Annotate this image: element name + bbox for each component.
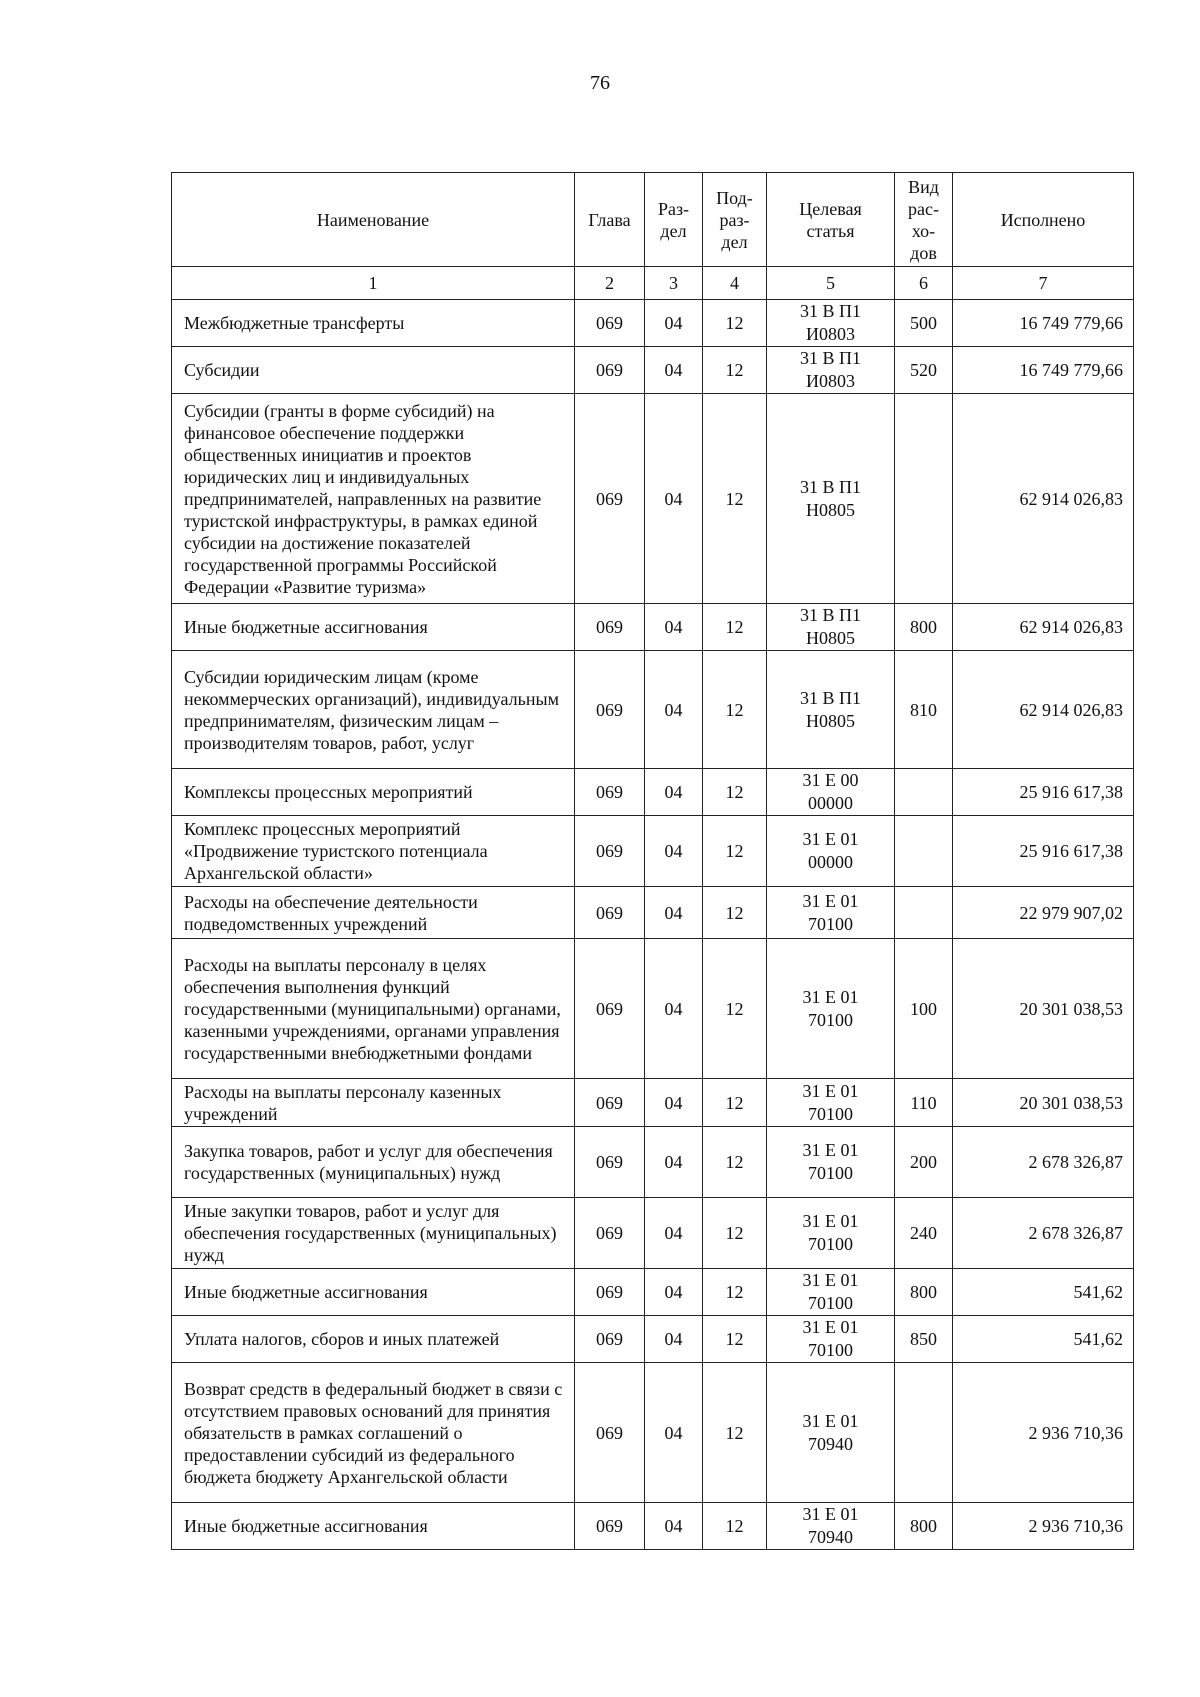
- row-chapter: 069: [575, 1269, 645, 1316]
- row-target: 31 Е 01 70100: [767, 1198, 895, 1269]
- row-target: 31 В П1 И0803: [767, 300, 895, 347]
- row-target: 31 Е 01 70100: [767, 1079, 895, 1127]
- row-type: 800: [895, 1269, 953, 1316]
- row-amount: 2 936 710,36: [953, 1503, 1134, 1550]
- row-amount: 2 678 326,87: [953, 1198, 1134, 1269]
- row-section: 04: [645, 1316, 703, 1363]
- header-chapter: Глава: [575, 173, 645, 267]
- row-type: 500: [895, 300, 953, 347]
- row-chapter: 069: [575, 347, 645, 394]
- row-amount: 62 914 026,83: [953, 604, 1134, 651]
- row-chapter: 069: [575, 300, 645, 347]
- column-number: 4: [703, 267, 767, 300]
- table-row: [172, 1316, 1134, 1363]
- row-type: [895, 769, 953, 816]
- row-chapter: 069: [575, 1503, 645, 1550]
- row-subsection: 12: [703, 300, 767, 347]
- page-number: 76: [590, 72, 610, 94]
- row-subsection: 12: [703, 1363, 767, 1503]
- row-type: 200: [895, 1127, 953, 1198]
- row-type: [895, 1363, 953, 1503]
- row-section: 04: [645, 394, 703, 604]
- table-row: [172, 1198, 1134, 1269]
- row-section: 04: [645, 1269, 703, 1316]
- row-chapter: 069: [575, 1363, 645, 1503]
- column-number-row: [172, 267, 1134, 300]
- row-subsection: 12: [703, 1503, 767, 1550]
- row-amount: 16 749 779,66: [953, 347, 1134, 394]
- row-chapter: 069: [575, 1127, 645, 1198]
- table-row: [172, 604, 1134, 651]
- row-subsection: 12: [703, 939, 767, 1079]
- row-subsection: 12: [703, 347, 767, 394]
- header-expense-type: Вид рас- хо- дов: [895, 173, 953, 267]
- row-target: 31 В П1 Н0805: [767, 651, 895, 769]
- row-section: 04: [645, 887, 703, 939]
- row-section: 04: [645, 1363, 703, 1503]
- row-name: Закупка товаров, работ и услуг для обеспечения государственных (муниципальных) нужд: [172, 1127, 575, 1198]
- row-subsection: 12: [703, 394, 767, 604]
- table-row: [172, 769, 1134, 816]
- row-amount: 16 749 779,66: [953, 300, 1134, 347]
- row-type: 100: [895, 939, 953, 1079]
- row-type: 800: [895, 604, 953, 651]
- row-section: 04: [645, 939, 703, 1079]
- row-subsection: 12: [703, 1079, 767, 1127]
- row-amount: 62 914 026,83: [953, 394, 1134, 604]
- row-type: [895, 887, 953, 939]
- row-section: 04: [645, 1079, 703, 1127]
- row-chapter: 069: [575, 887, 645, 939]
- row-subsection: 12: [703, 887, 767, 939]
- row-type: 800: [895, 1503, 953, 1550]
- row-name: Комплекс процессных мероприятий «Продвижение туристского потенциала Архангельской области»: [172, 816, 575, 887]
- column-number: 3: [645, 267, 703, 300]
- row-amount: 25 916 617,38: [953, 816, 1134, 887]
- row-section: 04: [645, 651, 703, 769]
- row-section: 04: [645, 1503, 703, 1550]
- row-target: 31 Е 01 70100: [767, 1269, 895, 1316]
- column-number: 7: [953, 267, 1134, 300]
- row-subsection: 12: [703, 604, 767, 651]
- row-chapter: 069: [575, 939, 645, 1079]
- row-subsection: 12: [703, 1316, 767, 1363]
- header-subsection: Под- раз- дел: [703, 173, 767, 267]
- row-section: 04: [645, 300, 703, 347]
- row-amount: 62 914 026,83: [953, 651, 1134, 769]
- column-number: 1: [172, 267, 575, 300]
- row-type: [895, 394, 953, 604]
- header-name: Наименование: [172, 173, 575, 267]
- row-target: 31 Е 01 70100: [767, 1316, 895, 1363]
- table-row: [172, 1503, 1134, 1550]
- row-name: Расходы на выплаты персоналу казенных учреждений: [172, 1079, 575, 1127]
- row-section: 04: [645, 816, 703, 887]
- column-number: 2: [575, 267, 645, 300]
- row-target: 31 Е 01 70940: [767, 1363, 895, 1503]
- row-target: 31 В П1 И0803: [767, 347, 895, 394]
- row-name: Иные бюджетные ассигнования: [172, 604, 575, 651]
- row-amount: 25 916 617,38: [953, 769, 1134, 816]
- row-subsection: 12: [703, 816, 767, 887]
- row-subsection: 12: [703, 1269, 767, 1316]
- table-row: [172, 347, 1134, 394]
- row-type: [895, 816, 953, 887]
- row-target: 31 Е 01 70100: [767, 1127, 895, 1198]
- header-target: Целевая статья: [767, 173, 895, 267]
- row-section: 04: [645, 1198, 703, 1269]
- row-chapter: 069: [575, 1316, 645, 1363]
- table-row: [172, 1269, 1134, 1316]
- row-type: 810: [895, 651, 953, 769]
- row-chapter: 069: [575, 604, 645, 651]
- row-subsection: 12: [703, 1127, 767, 1198]
- row-amount: 20 301 038,53: [953, 1079, 1134, 1127]
- row-name: Уплата налогов, сборов и иных платежей: [172, 1316, 575, 1363]
- row-type: 520: [895, 347, 953, 394]
- table-body: [172, 300, 1134, 1550]
- column-number: 5: [767, 267, 895, 300]
- header-executed: Исполнено: [953, 173, 1134, 267]
- table-row: [172, 1127, 1134, 1198]
- table-row: [172, 1079, 1134, 1127]
- row-amount: 2 936 710,36: [953, 1363, 1134, 1503]
- row-chapter: 069: [575, 394, 645, 604]
- row-target: 31 В П1 Н0805: [767, 604, 895, 651]
- table-row: [172, 1363, 1134, 1503]
- row-amount: 541,62: [953, 1316, 1134, 1363]
- row-section: 04: [645, 1127, 703, 1198]
- row-section: 04: [645, 347, 703, 394]
- row-chapter: 069: [575, 1198, 645, 1269]
- header-section: Раз- дел: [645, 173, 703, 267]
- table-row: [172, 394, 1134, 604]
- row-type: 110: [895, 1079, 953, 1127]
- column-number: 6: [895, 267, 953, 300]
- row-name: Субсидии: [172, 347, 575, 394]
- row-section: 04: [645, 769, 703, 816]
- row-target: 31 Е 01 70100: [767, 939, 895, 1079]
- row-amount: 22 979 907,02: [953, 887, 1134, 939]
- row-name: Иные бюджетные ассигнования: [172, 1503, 575, 1550]
- row-target: 31 Е 01 00000: [767, 816, 895, 887]
- table-row: [172, 887, 1134, 939]
- row-target: 31 Е 00 00000: [767, 769, 895, 816]
- row-name: Иные бюджетные ассигнования: [172, 1269, 575, 1316]
- row-chapter: 069: [575, 816, 645, 887]
- row-type: 850: [895, 1316, 953, 1363]
- row-target: 31 Е 01 70940: [767, 1503, 895, 1550]
- row-name: Комплексы процессных мероприятий: [172, 769, 575, 816]
- row-subsection: 12: [703, 769, 767, 816]
- table-row: [172, 939, 1134, 1079]
- row-subsection: 12: [703, 651, 767, 769]
- row-subsection: 12: [703, 1198, 767, 1269]
- row-target: 31 Е 01 70100: [767, 887, 895, 939]
- budget-table: [171, 172, 1134, 1550]
- row-name: Межбюджетные трансферты: [172, 300, 575, 347]
- row-chapter: 069: [575, 1079, 645, 1127]
- row-name: Субсидии юридическим лицам (кроме некоммерческих организаций), индивидуальным предпринимателям, физическим лицам – производителям товаров, работ, услуг: [172, 651, 575, 769]
- row-section: 04: [645, 604, 703, 651]
- table-header: [172, 173, 1134, 300]
- row-name: Возврат средств в федеральный бюджет в связи с отсутствием правовых оснований для принятия обязательств в рамках соглашений о предоставлении субсидий из федерального бюджета бюджету Архангельской области: [172, 1363, 575, 1503]
- row-amount: 541,62: [953, 1269, 1134, 1316]
- row-amount: 20 301 038,53: [953, 939, 1134, 1079]
- row-target: 31 В П1 Н0805: [767, 394, 895, 604]
- table-row: [172, 300, 1134, 347]
- row-name: Расходы на обеспечение деятельности подведомственных учреждений: [172, 887, 575, 939]
- row-chapter: 069: [575, 651, 645, 769]
- row-name: Субсидии (гранты в форме субсидий) на финансовое обеспечение поддержки общественных инициатив и проектов юридических лиц и индивидуальных предпринимателей, направленных на развитие туристской инфраструктуры, в рамках единой субсидии на достижение показателей государственной программы Российской Федерации «Развитие туризма»: [172, 394, 575, 604]
- row-name: Расходы на выплаты персоналу в целях обеспечения выполнения функций государственными (муниципальными) органами, казенными учреждениями, органами управления государственными внебюджетными фондами: [172, 939, 575, 1079]
- row-chapter: 069: [575, 769, 645, 816]
- header-row: [172, 173, 1134, 267]
- table-row: [172, 651, 1134, 769]
- table-row: [172, 816, 1134, 887]
- row-name: Иные закупки товаров, работ и услуг для обеспечения государственных (муниципальных) нужд: [172, 1198, 575, 1269]
- row-amount: 2 678 326,87: [953, 1127, 1134, 1198]
- row-type: 240: [895, 1198, 953, 1269]
